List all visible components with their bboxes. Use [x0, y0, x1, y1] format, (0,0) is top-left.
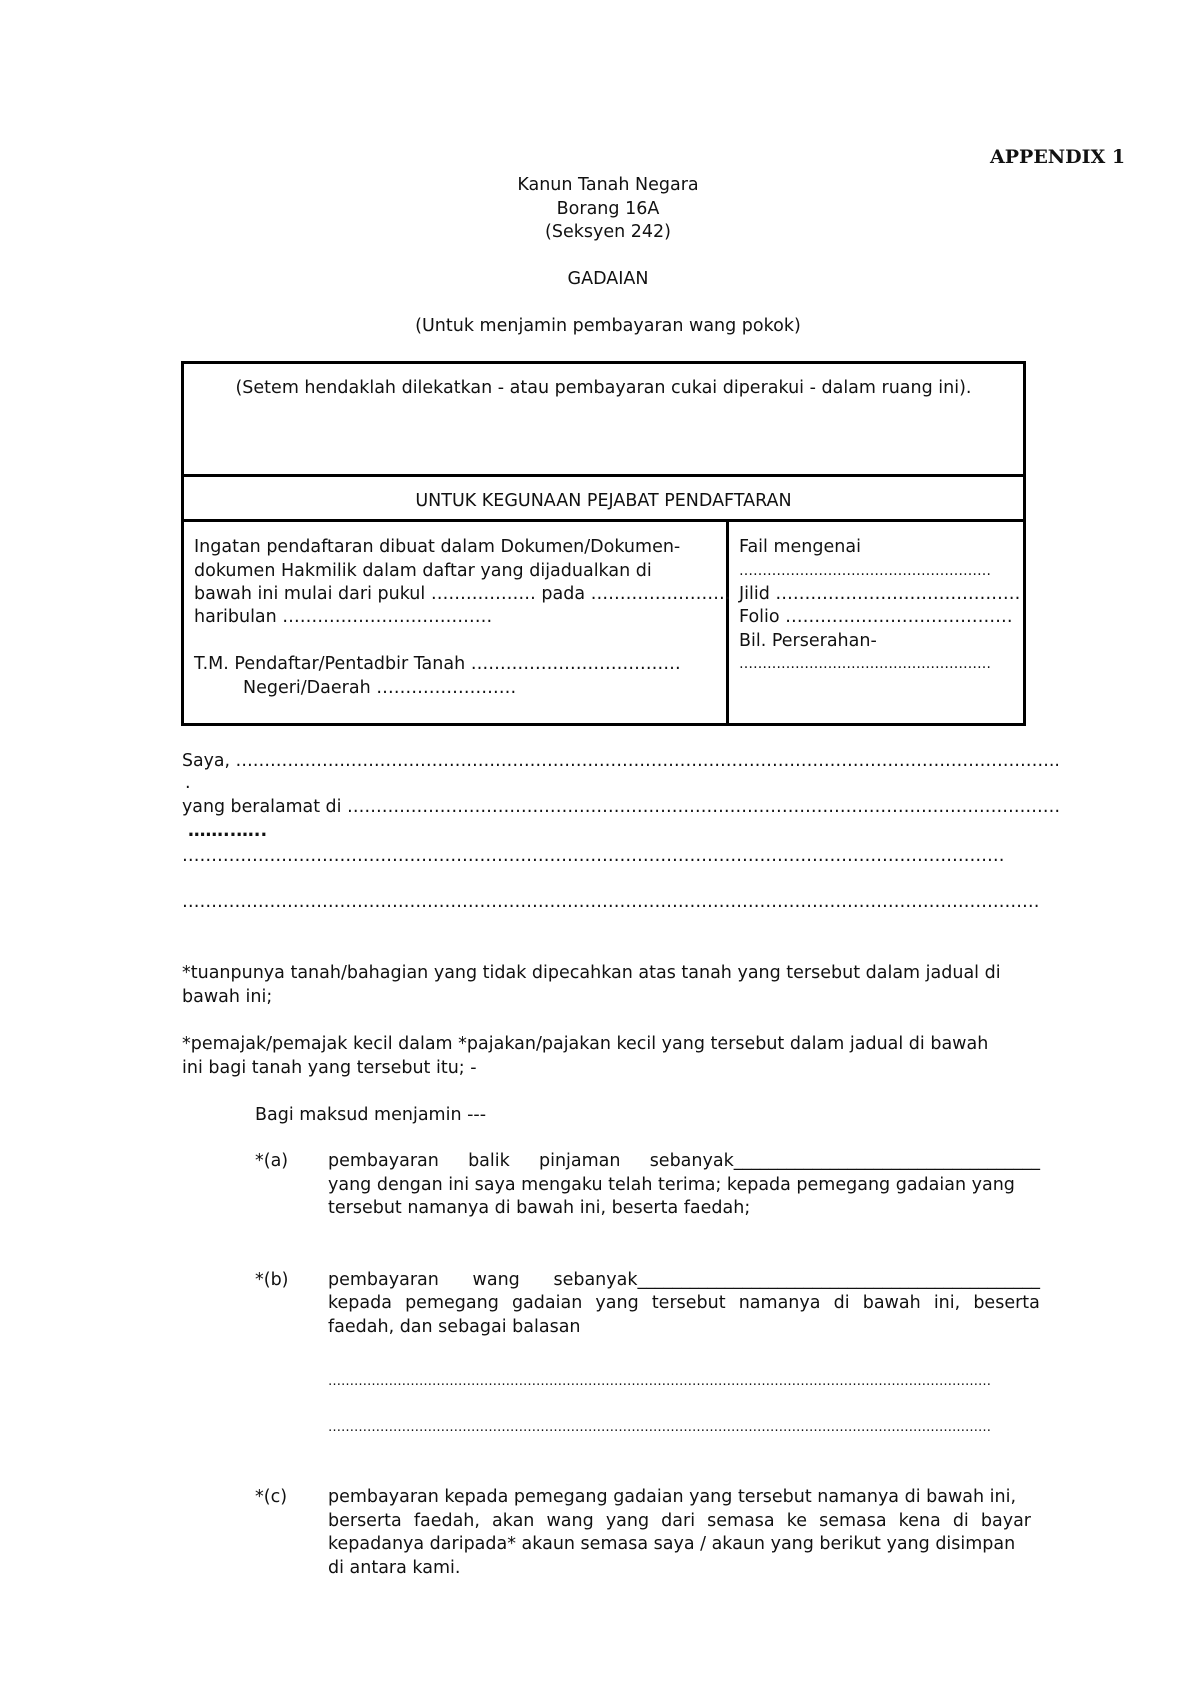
item-b-word: di	[833, 1293, 850, 1313]
item-b-first-line	[328, 1269, 1040, 1293]
item-a-word: pinjaman	[538, 1151, 621, 1171]
registry-heading: UNTUK KEGUNAAN PEJABAT PENDAFTARAN	[415, 491, 792, 511]
lessee-clause-line: *pemajak/pemajak kecil dalam *pajakan/pajakan kecil yang tersebut dalam jadual di bawah	[182, 1034, 989, 1054]
lessee-clause	[182, 1033, 1035, 1080]
section-ref: (Seksyen 242)	[545, 222, 671, 242]
box-divider-vertical	[726, 519, 729, 726]
item-b-word: namanya	[738, 1293, 821, 1313]
owner-clause-line: bawah ini;	[182, 986, 273, 1007]
item-c-word: semasa	[819, 1511, 887, 1531]
presentation-number-label: Bil. Perserahan-	[739, 631, 877, 651]
item-b-marker: *(b)	[255, 1270, 289, 1290]
item-c-line: di antara kami.	[328, 1558, 461, 1578]
registry-left-line: dokumen Hakmilik dalam daftar yang dijadualkan di	[194, 561, 652, 581]
form-number: Borang 16A	[556, 199, 660, 219]
address-blank-line: …………………………………………………………………………………………………………………………………	[182, 892, 1040, 912]
item-a-first-line	[328, 1150, 1040, 1174]
item-b-line: faedah, dan sebagai balasan	[328, 1317, 581, 1337]
volume-line: Jilid ……………………………………	[739, 584, 1021, 604]
registrar-state-line: Negeri/Daerah ……………………	[243, 678, 517, 698]
registry-time-date-line: bawah ini mulai dari pukul ……………… pada ……………………	[194, 584, 731, 604]
item-c-word: bayar	[980, 1511, 1031, 1531]
folio-line: Folio …………………………………	[739, 607, 1013, 627]
document-subtitle: (Untuk menjamin pembayaran wang pokok)	[415, 316, 801, 336]
stamp-instruction: (Setem hendaklah dilekatkan - atau pembayaran cukai diperakui - dalam ruang ini).	[235, 378, 972, 398]
presentation-number-blank: ………………………………………………	[739, 656, 991, 672]
item-c-second-line	[328, 1510, 1031, 1534]
act-name: Kanun Tanah Negara	[517, 175, 699, 195]
item-c-line: kepadanya daripada* akaun semasa saya / akaun yang berikut yang disimpan	[328, 1534, 1016, 1554]
item-b-amount-blank: sebanyak______________________________________________	[553, 1270, 1040, 1290]
item-b-word: bawah	[862, 1293, 921, 1313]
item-b-word: beserta	[973, 1293, 1040, 1313]
box-divider-heading	[181, 519, 1026, 522]
owner-clause	[182, 962, 1035, 1009]
item-c-word: faedah,	[413, 1511, 480, 1531]
item-c-word: kena	[898, 1511, 941, 1531]
item-b-word: tersebut	[651, 1293, 726, 1313]
address-blank-line: ……………………………………………………………………………………………………………………………	[182, 846, 1005, 866]
item-c-word: semasa	[707, 1511, 775, 1531]
item-a-marker: *(a)	[255, 1151, 289, 1171]
item-c-word: ke	[786, 1511, 807, 1531]
document-title: GADAIAN	[567, 269, 649, 289]
appendix-label: APPENDIX 1	[990, 146, 1126, 168]
item-b-consideration-blank: ………………………………………………………………………………………………………………………………………	[328, 1420, 991, 1435]
purpose-intro: Bagi maksud menjamin ---	[255, 1105, 487, 1125]
item-c-word: dari	[661, 1511, 696, 1531]
file-reference-blank: ………………………………………………	[739, 563, 991, 579]
file-reference-label: Fail mengenai	[739, 537, 861, 557]
item-a-line: tersebut namanya di bawah ini, beserta faedah;	[328, 1198, 751, 1218]
item-c-line: pembayaran kepada pemegang gadaian yang tersebut namanya di bawah ini,	[328, 1487, 1017, 1507]
item-c-word: berserta	[328, 1511, 402, 1531]
lessee-clause-line: ini bagi tanah yang tersebut itu; -	[182, 1057, 477, 1078]
mortgagor-name-continuation: .	[185, 773, 191, 793]
item-b-word: ini,	[933, 1293, 961, 1313]
registrar-signature-line: T.M. Pendaftar/Pentadbir Tanah ………………………………	[194, 654, 681, 674]
item-c-word: yang	[605, 1511, 650, 1531]
item-b-second-line	[328, 1292, 1040, 1316]
item-c-marker: *(c)	[255, 1487, 288, 1507]
item-b-word: pembayaran	[328, 1270, 439, 1290]
item-a-word: balik	[468, 1151, 510, 1171]
box-divider-top	[181, 474, 1026, 477]
item-a-line: yang dengan ini saya mengaku telah terima; kepada pemegang gadaian yang	[328, 1175, 1015, 1195]
item-c-word: akan	[492, 1511, 535, 1531]
mortgagor-address-line: yang beralamat di ……………………………………………………………………………………………………………	[182, 797, 1061, 817]
registry-day-line: haribulan ………………………………	[194, 607, 493, 627]
item-c-word: di	[952, 1511, 969, 1531]
item-c-word: wang	[546, 1511, 594, 1531]
item-a-word: pembayaran	[328, 1151, 439, 1171]
item-b-word: gadaian	[511, 1293, 583, 1313]
item-b-word: wang	[472, 1270, 520, 1290]
item-b-consideration-blank: ………………………………………………………………………………………………………………………………………	[328, 1374, 991, 1389]
mortgagor-name-line: Saya, ……………………………………………………………………………………………………………………………..	[182, 751, 1060, 771]
registry-left-line: Ingatan pendaftaran dibuat dalam Dokumen/Dokumen-	[194, 537, 681, 557]
owner-clause-line: *tuanpunya tanah/bahagian yang tidak dipecahkan atas tanah yang tersebut dalam jadual di	[182, 963, 1001, 983]
item-a-amount-blank: sebanyak___________________________________	[649, 1151, 1040, 1171]
item-b-word: kepada	[328, 1293, 392, 1313]
mortgagor-address-continuation: ……..…..	[188, 821, 268, 841]
item-b-word: pemegang	[405, 1293, 499, 1313]
item-b-word: yang	[595, 1293, 639, 1313]
